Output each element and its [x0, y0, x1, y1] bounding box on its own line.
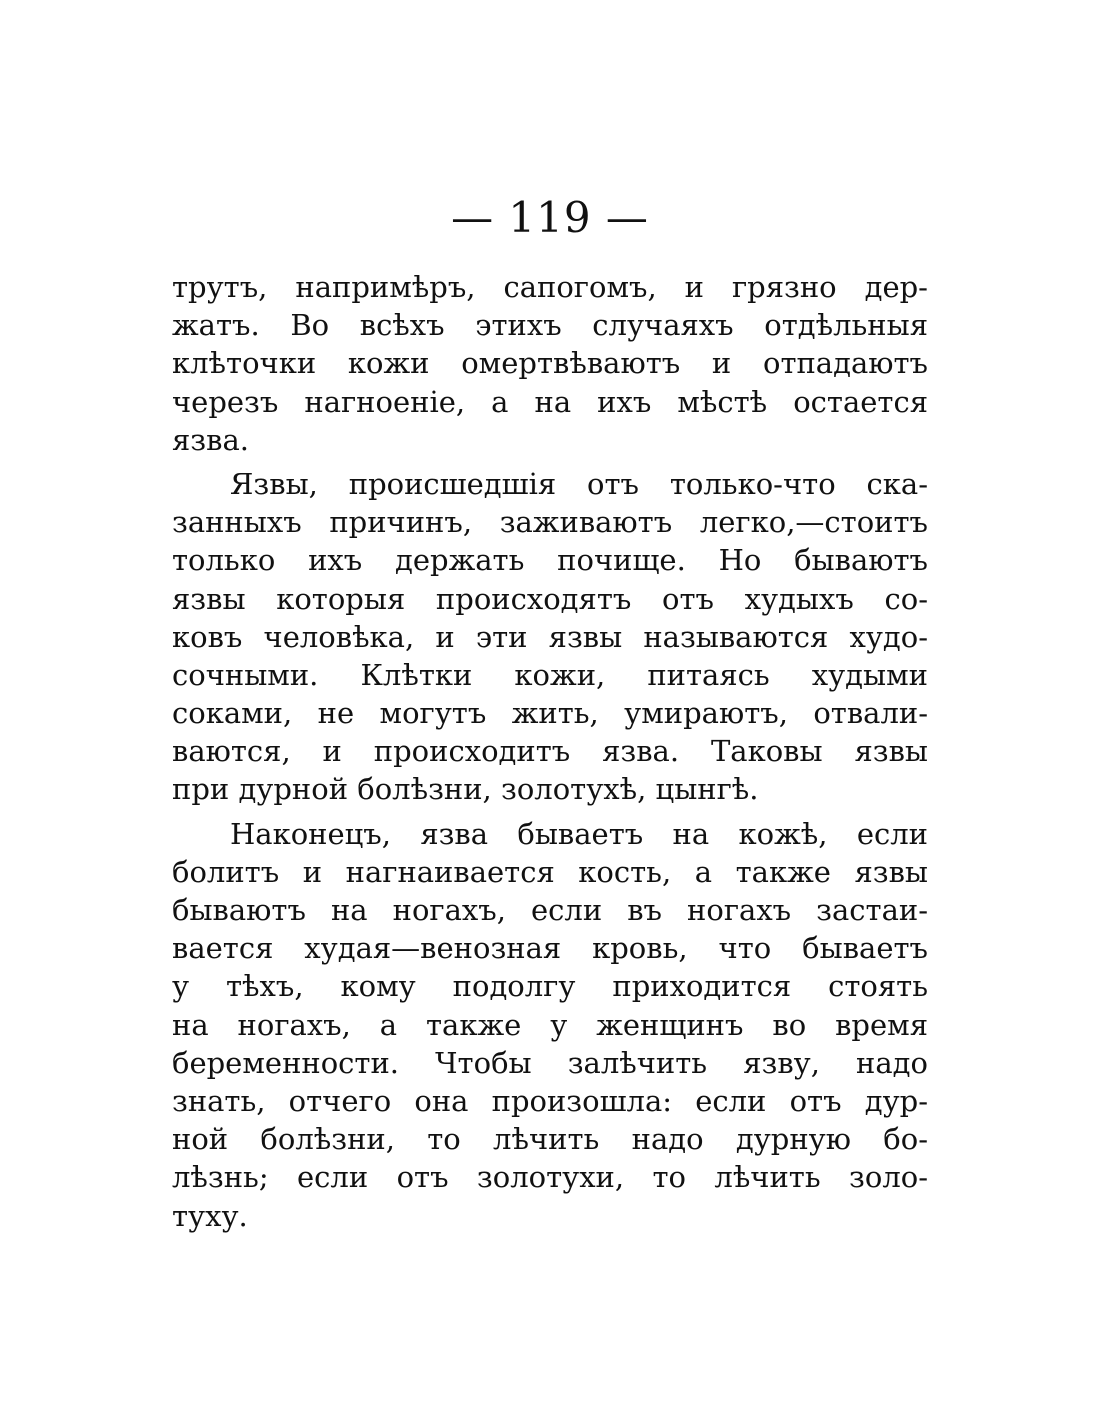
text-line: вается худая—венозная кровь, что бываетъ: [172, 931, 928, 966]
text-line: Наконецъ, язва бываетъ на кожѣ, если: [230, 816, 928, 851]
text-line: при дурной болѣзни, золотухѣ, цынгѣ.: [172, 772, 759, 807]
text-line: лѣзнь; если отъ золотухи, то лѣчить золо-: [172, 1160, 928, 1195]
text-line: жатъ. Во всѣхъ этихъ случаяхъ отдѣльныя: [172, 308, 928, 343]
text-line: язвы которыя происходятъ отъ худыхъ со-: [172, 581, 928, 616]
text-line: сочными. Клѣтки кожи, питаясь худыми: [172, 657, 928, 692]
text-line: знать, отчего она произошла: если отъ дур-: [172, 1083, 928, 1118]
text-line: клѣточки кожи омертвѣваютъ и отпадаютъ: [172, 346, 928, 381]
page-number: — 119 —: [451, 193, 649, 242]
text-line: бываютъ на ногахъ, если въ ногахъ застаи-: [172, 893, 928, 927]
text-line: язва.: [172, 422, 249, 457]
text-line: на ногахъ, а также у женщинъ во время: [172, 1007, 928, 1042]
body-text: [172, 268, 928, 1235]
text-line: ковъ человѣка, и эти язвы называются худо-: [172, 619, 928, 654]
text-line: трутъ, напримѣръ, сапогомъ, и грязно дер-: [172, 270, 928, 304]
text-line: Язвы, происшедшія отъ только-что ска-: [230, 466, 928, 501]
text-line: беременности. Чтобы залѣчить язву, надо: [172, 1045, 928, 1080]
text-line: ваются, и происходитъ язва. Таковы язвы: [172, 734, 928, 769]
text-line: ной болѣзни, то лѣчить надо дурную бо-: [172, 1122, 928, 1157]
text-line: болитъ и нагнаивается кость, а также язвы: [172, 854, 928, 889]
paragraph-1: [172, 268, 928, 459]
text-line: у тѣхъ, кому подолгу приходится стоять: [172, 969, 928, 1004]
text-line: только ихъ держать почище. Но бываютъ: [172, 543, 928, 578]
paragraph-3: [172, 815, 928, 1235]
text-line: занныхъ причинъ, заживаютъ легко,—стоитъ: [172, 505, 928, 540]
paragraph-2: [172, 465, 928, 809]
text-line: соками, не могутъ жить, умираютъ, отвали-: [172, 696, 928, 731]
text-line: черезъ нагноеніе, а на ихъ мѣстѣ остается: [172, 384, 928, 419]
text-line: туху.: [172, 1198, 248, 1233]
